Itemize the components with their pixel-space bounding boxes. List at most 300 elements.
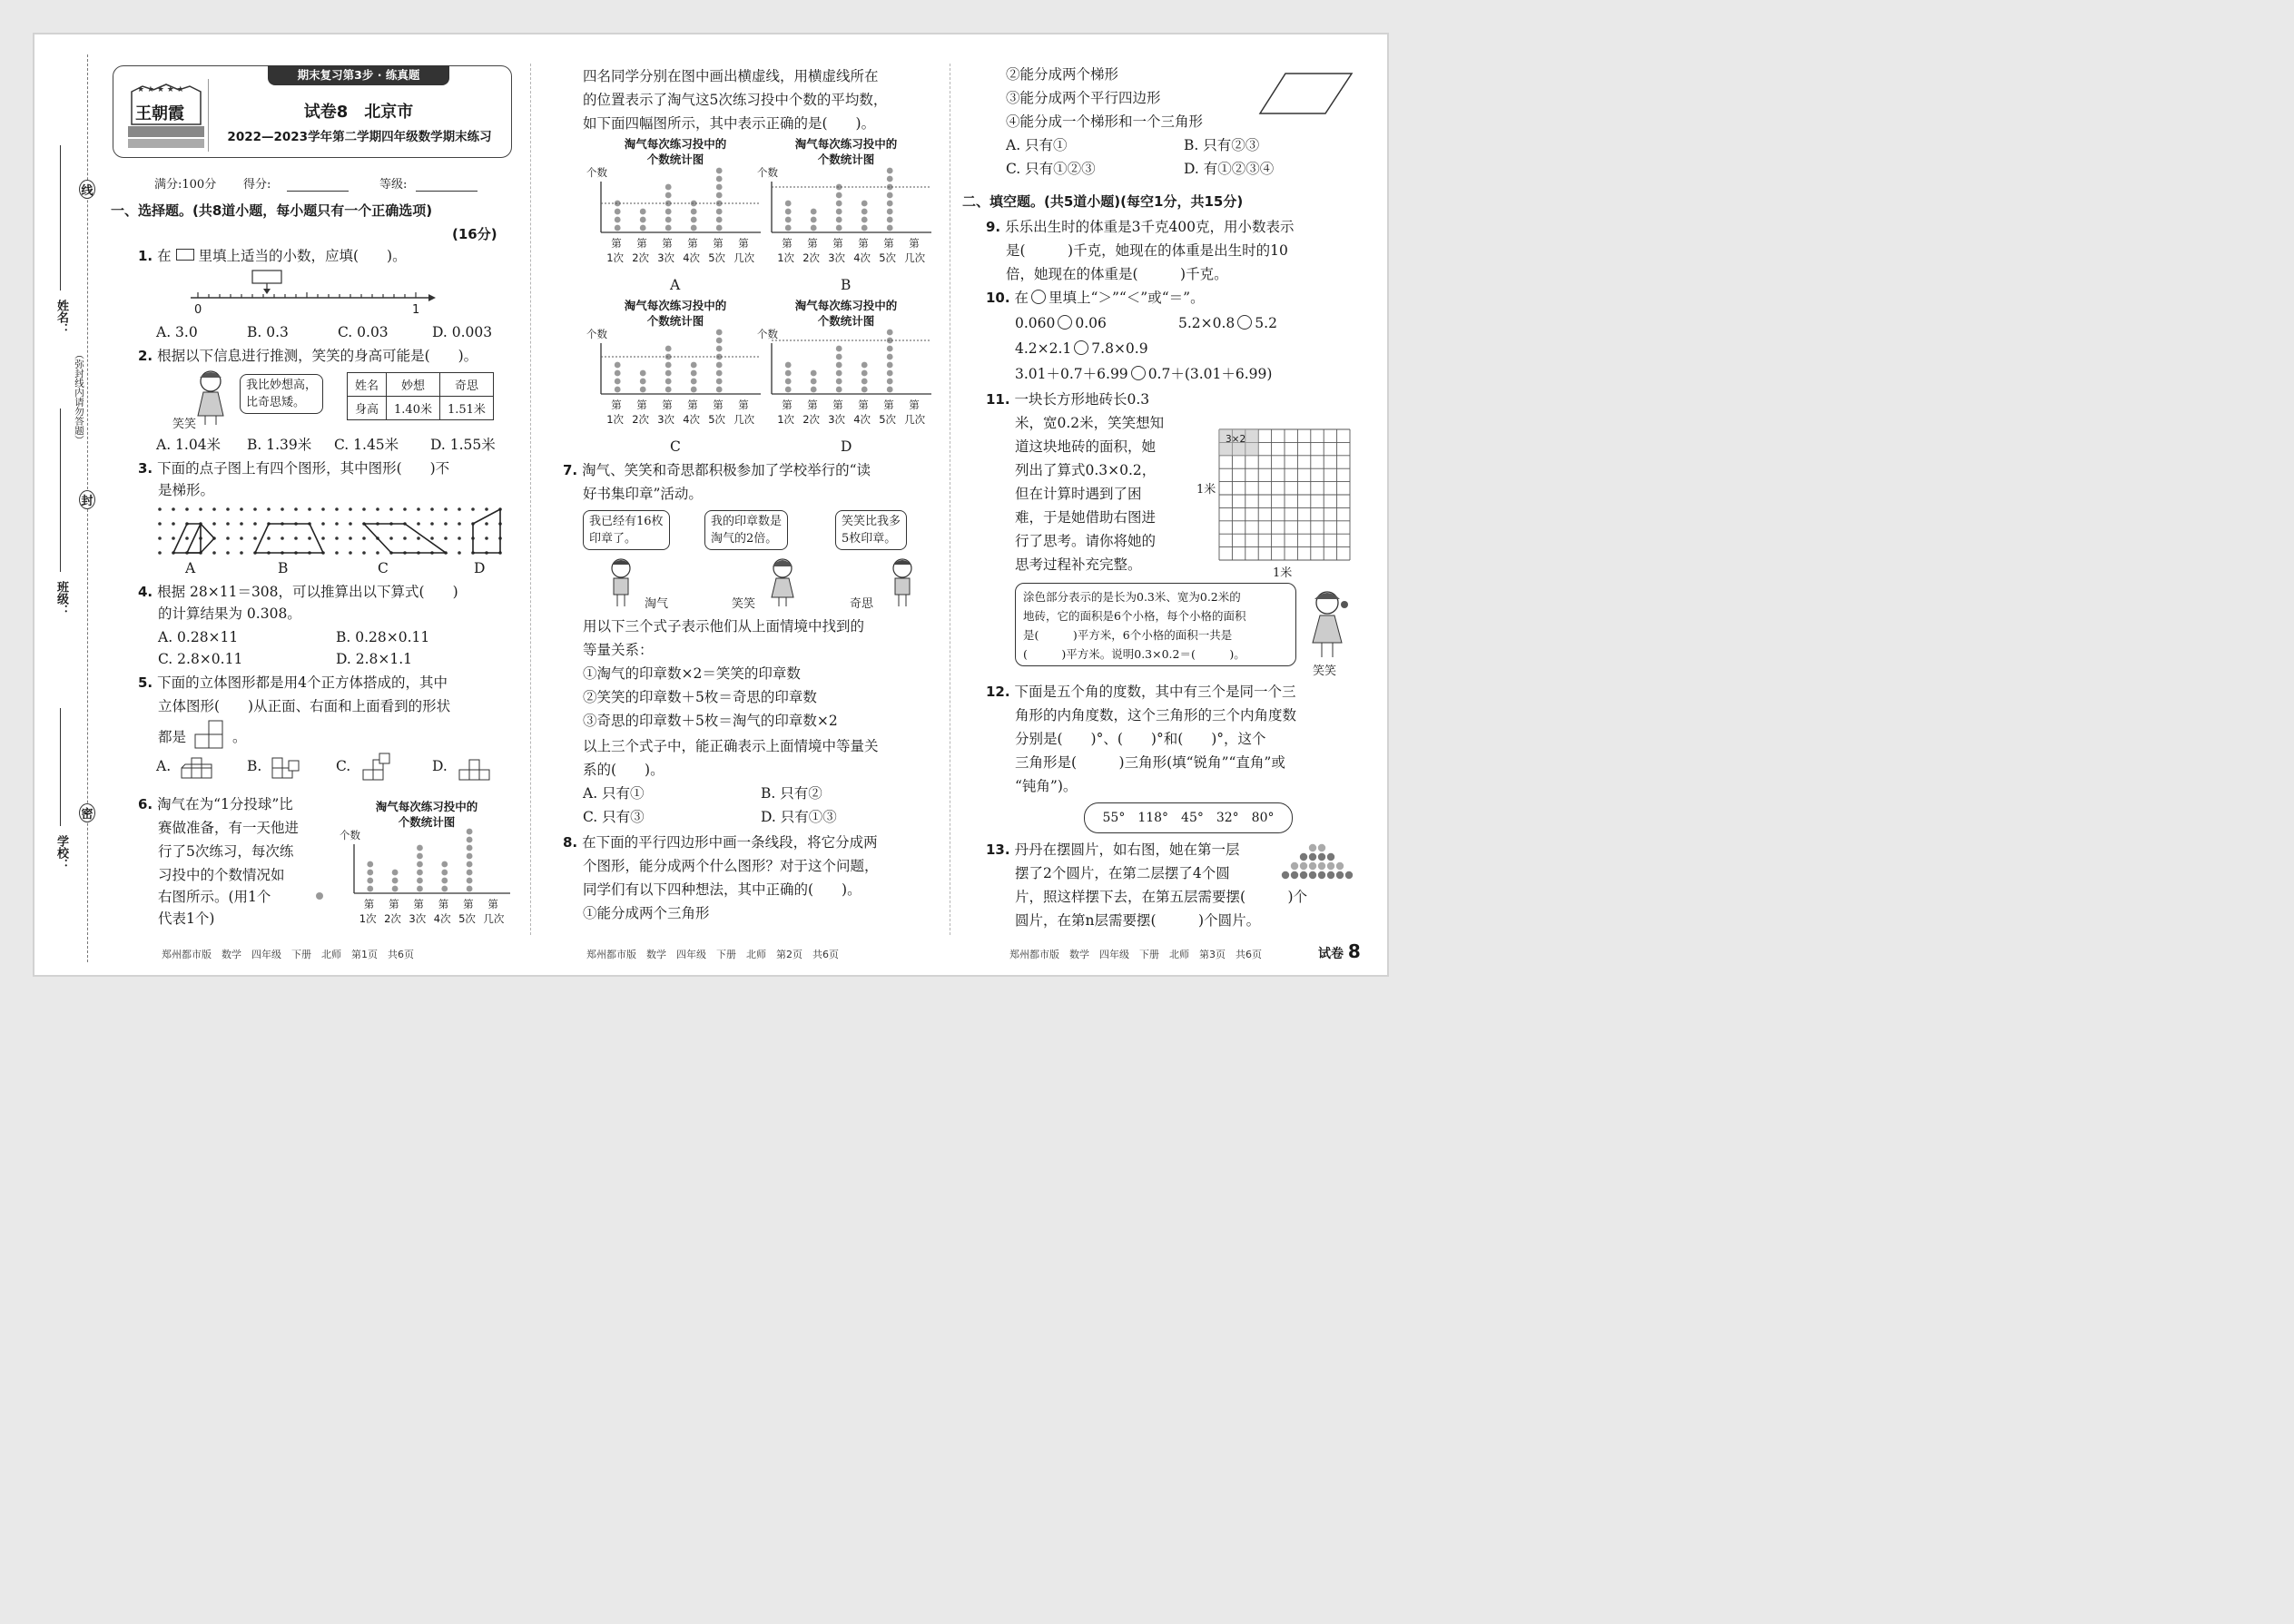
- chart-d-dot: [836, 346, 842, 352]
- chart-d-dot: [861, 387, 868, 393]
- chart-d-dot: [887, 379, 893, 385]
- chart-option-c[interactable]: [585, 298, 766, 434]
- chart-a-dot: [716, 225, 723, 231]
- grade-field[interactable]: [416, 191, 478, 192]
- disc-pyramid-icon: [1276, 842, 1358, 884]
- main-chart-dot: [417, 845, 423, 851]
- chart-b-dot: [887, 201, 893, 207]
- q8-idea-1: ①能分成两个三角形: [583, 905, 710, 921]
- q2-char-label: 笑笑: [172, 418, 197, 431]
- grid-label: 3×2: [1226, 434, 1246, 445]
- chart-option-b[interactable]: [755, 136, 937, 272]
- cube-figure-b-icon: [269, 752, 305, 784]
- char-qisi: 奇思: [850, 597, 874, 611]
- tick-1: 1: [412, 303, 420, 317]
- main-chart-xtick: 第: [389, 898, 399, 910]
- chart-c-dot: [691, 370, 697, 377]
- main-chart-dot: [467, 878, 473, 884]
- chart-c-dot: [640, 387, 646, 393]
- chart-a-dot: [716, 184, 723, 191]
- name-field[interactable]: [60, 145, 61, 290]
- chart-b-dot: [836, 209, 842, 215]
- main-chart-xtick: 第: [463, 898, 474, 910]
- chart-d-xtick: 第: [909, 399, 920, 411]
- main-chart-dot: [467, 861, 473, 868]
- q7-bubble-taoqi: 我已经有16枚 印章了。: [583, 510, 670, 550]
- chart-d-dot: [785, 370, 792, 377]
- q10-row-1: 0.060 0.06: [1015, 315, 1107, 331]
- q11-char-label: 笑笑: [1313, 664, 1337, 678]
- compare-circle-icon: [1031, 290, 1046, 304]
- chart-c-dot: [716, 387, 723, 393]
- q1-option-c[interactable]: C. 0.03: [338, 324, 389, 340]
- main-chart-dot: [367, 878, 373, 884]
- chart-b-xtick: 几次: [904, 251, 926, 264]
- chart-a-xtick: 4次: [683, 251, 701, 264]
- girl-xiaoxiao-icon: [1304, 588, 1354, 659]
- q5-option-c[interactable]: C.: [336, 758, 351, 774]
- girl-xiaoxiao-icon: [764, 557, 801, 608]
- chart-b-dot: [861, 209, 868, 215]
- chart-b-dot: [836, 201, 842, 207]
- q5-option-d[interactable]: D.: [432, 758, 448, 774]
- seal-feng: 封: [79, 490, 95, 509]
- chart-d-xtick: 第: [807, 399, 818, 411]
- main-chart-dot: [441, 886, 448, 892]
- q3-label-a[interactable]: A: [185, 560, 196, 576]
- chart-c-xtick: 第: [713, 399, 724, 411]
- main-chart-dot: [392, 878, 399, 884]
- chart-c-dot: [716, 379, 723, 385]
- q7-relation-2: ②笑笑的印章数＋5枚＝奇思的印章数: [583, 689, 817, 705]
- chart-d-dot: [836, 362, 842, 369]
- chart-b-xtick: 第: [909, 237, 920, 250]
- chart-d-xtick: 第: [832, 399, 843, 411]
- chart-d-xtick: 1次: [777, 413, 795, 426]
- chart-b-dot: [836, 192, 842, 199]
- char-xiaoxiao: 笑笑: [732, 597, 756, 611]
- q5-line-3: 都是: [158, 729, 187, 745]
- footer-page-3: 郑州都市版 数学 四年级 下册 北师 第3页 共6页: [1009, 949, 1262, 960]
- q1: 1. 在 里填上适当的小数，应填( )。: [138, 248, 407, 264]
- chart-d-dot: [887, 346, 893, 352]
- main-chart-title: 淘气每次练习投中的 个数统计图: [375, 800, 478, 829]
- chart-c-xtick: 第: [636, 399, 647, 411]
- chart-a-xtick: 第: [738, 237, 749, 250]
- chart-d-dot: [836, 379, 842, 385]
- main-chart-dot: [417, 878, 423, 884]
- chart-b-dot: [811, 209, 817, 215]
- chart-a-dot: [691, 217, 697, 223]
- chart-option-d[interactable]: [755, 298, 937, 434]
- chart-c-dot: [615, 362, 621, 369]
- main-chart-xtick: 第: [413, 898, 424, 910]
- main-chart-dot: [417, 861, 423, 868]
- footer-page-1: 郑州都市版 数学 四年级 下册 北师 第1页 共6页: [162, 949, 414, 960]
- chart-b-dot: [861, 217, 868, 223]
- q5-option-b[interactable]: B.: [247, 758, 262, 774]
- chart-b-dot: [887, 225, 893, 231]
- q3-line-2: 是梯形。: [158, 482, 215, 498]
- q6-line-1: 6. 淘气在为“1分投球”比: [138, 796, 293, 812]
- boy-taoqi-icon: [603, 557, 639, 608]
- chart-b-dot: [887, 168, 893, 174]
- chart-a-dot: [716, 192, 723, 199]
- chart-a-dot: [615, 209, 621, 215]
- chart-c-dot: [691, 387, 697, 393]
- dot-unit-icon: [316, 892, 323, 900]
- chart-c-xtick: 2次: [632, 413, 650, 426]
- chart-a-title: 淘气每次练习投中的 个数统计图: [624, 137, 727, 166]
- dot-grid: [156, 505, 507, 559]
- chart-b-title: 淘气每次练习投中的 个数统计图: [794, 137, 898, 166]
- chart-a-dot: [640, 217, 646, 223]
- main-chart-xtick: 第: [438, 898, 449, 910]
- q7-option-d[interactable]: D. 只有①③: [761, 809, 837, 825]
- q2-option-a[interactable]: A. 1.04米: [156, 437, 222, 453]
- chart-a-dot: [615, 217, 621, 223]
- main-chart-xtick: 第: [363, 898, 375, 910]
- angle-list: 55° 118° 45° 32° 80°: [1084, 802, 1293, 833]
- score-label: 得分:: [243, 178, 271, 192]
- q6-cont-line-3: 如下面四幅图所示，其中表示正确的是( )。: [583, 115, 876, 132]
- q10-row-1b: 5.2×0.8 5.2: [1178, 315, 1277, 331]
- q11-line-1: 11. 一块长方形地砖长0.3: [986, 391, 1150, 408]
- chart-b-dot: [887, 176, 893, 182]
- q2: 2. 根据以下信息进行推测，笑笑的身高可能是( )。: [138, 348, 478, 364]
- tick-0: 0: [194, 303, 202, 317]
- chart-b-dot: [785, 201, 792, 207]
- q7-bubble-xiaoxiao: 我的印章数是 淘气的2倍。: [704, 510, 788, 550]
- chart-a-dot: [716, 168, 723, 174]
- q10-prompt: 10. 在 里填上“＞”“＜”或“＝”。: [986, 290, 1205, 306]
- chart-label-c: C: [670, 438, 681, 455]
- main-chart-dot: [467, 853, 473, 860]
- grid-side-label: 1米: [1196, 483, 1216, 497]
- chart-d-dot: [887, 362, 893, 369]
- chart-c-xtick: 第: [662, 399, 673, 411]
- exam-tag: 试卷 8: [1318, 940, 1361, 962]
- section-1-points: (16分): [452, 226, 497, 242]
- chart-d-dot: [861, 370, 868, 377]
- chart-a-xtick: 第: [611, 237, 622, 250]
- chart-d-xtick: 3次: [828, 413, 846, 426]
- chart-d-xtick: 5次: [879, 413, 897, 426]
- q3-line-1: 3. 下面的点子图上有四个图形，其中图形( )不: [138, 460, 450, 477]
- chart-d-dot: [811, 387, 817, 393]
- chart-a-dot: [691, 209, 697, 215]
- header-panel: [113, 65, 512, 158]
- main-chart-xtick: 1次: [359, 912, 377, 925]
- q9-line-1: 9. 乐乐出生时的体重是3千克400克，用小数表示: [986, 219, 1295, 235]
- chart-c-dot: [615, 370, 621, 377]
- chart-b-dot: [811, 225, 817, 231]
- chart-c-dot: [716, 346, 723, 352]
- q1-option-a[interactable]: A. 3.0: [156, 324, 198, 340]
- chart-label-d: D: [841, 438, 852, 455]
- q6-cont-line-2: 的位置表示了淘气这5次练习投中个数的平均数，: [583, 92, 888, 108]
- q5-line-2: 立体图形( )从正面、右面和上面看到的形状: [158, 698, 451, 714]
- chart-a-dot: [665, 225, 672, 231]
- chart-d-xtick: 4次: [853, 413, 871, 426]
- chart-a-dot: [640, 225, 646, 231]
- chart-d-dot: [887, 354, 893, 360]
- chart-d-xtick: 第: [883, 399, 894, 411]
- main-chart-dot: [367, 861, 373, 868]
- chart-a-xtick: 几次: [733, 251, 755, 264]
- q7-relation-1: ①淘气的印章数×2＝笑笑的印章数: [583, 665, 801, 682]
- logo-text: 王朝霞: [135, 104, 184, 123]
- class-field[interactable]: [60, 408, 61, 572]
- q4-option-a[interactable]: A. 0.28×11: [158, 629, 239, 645]
- q8-idea-2: ②能分成两个梯形: [1006, 66, 1119, 83]
- q8-option-b[interactable]: B. 只有②③: [1184, 137, 1260, 153]
- chart-b-xtick: 第: [883, 237, 894, 250]
- chart-b-dot: [887, 209, 893, 215]
- q2-option-c[interactable]: C. 1.45米: [334, 437, 399, 453]
- q1-number: 1.: [138, 248, 153, 264]
- chart-d-dot: [785, 387, 792, 393]
- chart-c-dot: [640, 379, 646, 385]
- chart-c-xtick: 4次: [683, 413, 701, 426]
- chart-b-xtick: 第: [782, 237, 793, 250]
- score-field[interactable]: [287, 191, 349, 192]
- chart-a-xtick: 1次: [606, 251, 625, 264]
- main-chart-dot: [467, 886, 473, 892]
- chart-d-dot: [887, 330, 893, 336]
- chart-c-dot: [640, 370, 646, 377]
- chart-a-xtick: 5次: [708, 251, 726, 264]
- chart-a-dot: [716, 217, 723, 223]
- q4-option-d[interactable]: D. 2.8×1.1: [336, 651, 413, 667]
- chart-d-dot: [861, 362, 868, 369]
- chart-label-b: B: [841, 277, 852, 293]
- q8-option-d[interactable]: D. 有①②③④: [1184, 161, 1275, 177]
- char-taoqi: 淘气: [645, 597, 669, 611]
- q2-speech-bubble: 我比妙想高， 比奇思矮。: [240, 374, 323, 414]
- chart-b-xtick: 2次: [802, 251, 821, 264]
- chart-c-dot: [691, 362, 697, 369]
- chart-b-dot: [811, 217, 817, 223]
- chart-d-dot: [785, 379, 792, 385]
- q4-option-b[interactable]: B. 0.28×0.11: [336, 629, 430, 645]
- q11-reasoning-box: 涂色部分表示的是长为0.3米、宽为0.2米的 地砖，它的面积是6个小格，每个小格的面积 是( )平方米，6个小格的面积一共是 ( )平方米。说明0.3×0.2＝( )。: [1015, 583, 1296, 666]
- cube-figure-a-icon: [178, 752, 214, 784]
- chart-c-dot: [665, 362, 672, 369]
- chart-c-dot: [716, 370, 723, 377]
- main-chart-dot: [467, 845, 473, 851]
- q2-option-b[interactable]: B. 1.39米: [247, 437, 312, 453]
- chart-b-dot: [785, 217, 792, 223]
- chart-a-dot: [716, 209, 723, 215]
- number-line: [191, 269, 436, 323]
- main-chart-xtick: 4次: [433, 912, 451, 925]
- chart-d-xtick: 几次: [904, 413, 926, 426]
- seal-mi: 密: [79, 803, 95, 822]
- chart-b-xtick: 第: [807, 237, 818, 250]
- chart-c-xtick: 第: [611, 399, 622, 411]
- answer-circle[interactable]: [1058, 315, 1072, 330]
- chart-c-dot: [716, 362, 723, 369]
- chart-a-dot: [615, 225, 621, 231]
- logo-emblem: [124, 79, 208, 152]
- footer-page-2: 郑州都市版 数学 四年级 下册 北师 第2页 共6页: [586, 949, 839, 960]
- q8-line-1: 8. 在下面的平行四边形中画一条线段，将它分成两: [563, 834, 878, 851]
- chart-d-dot: [836, 370, 842, 377]
- chart-b-dot: [887, 192, 893, 199]
- bar-chart-main: [338, 799, 516, 933]
- chart-a-xtick: 第: [662, 237, 673, 250]
- chart-c-xtick: 几次: [733, 413, 755, 426]
- chart-c-dot: [665, 370, 672, 377]
- chart-d-dot: [861, 379, 868, 385]
- main-chart-xtick: 5次: [458, 912, 476, 925]
- exam-subtitle: 2022—2023学年第二学期四年级数学期末练习: [227, 130, 492, 144]
- chart-a-xtick: 3次: [657, 251, 675, 264]
- main-chart-dot: [441, 870, 448, 876]
- chart-b-ylabel: 个数: [757, 166, 778, 179]
- blank-box-icon: [176, 249, 194, 261]
- q10-row-3: 3.01＋0.7＋6.99 0.7＋(3.01＋6.99): [1015, 366, 1273, 382]
- q13-line-1: 13. 丹丹在摆圆片，如右图，她在第一层: [986, 842, 1240, 858]
- chart-b-xtick: 5次: [879, 251, 897, 264]
- main-chart-dot: [441, 861, 448, 868]
- q8-idea-3: ③能分成两个平行四边形: [1006, 90, 1161, 106]
- chart-label-a: A: [670, 277, 681, 293]
- chart-c-dot: [615, 379, 621, 385]
- main-chart-dot: [367, 870, 373, 876]
- chart-d-dot: [887, 370, 893, 377]
- main-chart-xtick: 第: [487, 898, 498, 910]
- q1-option-b[interactable]: B. 0.3: [247, 324, 289, 340]
- chart-c-ylabel: 个数: [586, 328, 607, 340]
- chart-c-dot: [665, 387, 672, 393]
- main-chart-dot: [392, 870, 399, 876]
- chart-b-xtick: 第: [832, 237, 843, 250]
- q5-option-a[interactable]: A.: [156, 758, 172, 774]
- q7-option-a[interactable]: A. 只有①: [583, 785, 645, 802]
- answer-circle[interactable]: [1237, 315, 1252, 330]
- chart-a-dot: [640, 209, 646, 215]
- school-field[interactable]: [60, 708, 61, 826]
- q12-line-1: 12. 下面是五个角的度数，其中有三个是同一个三: [986, 684, 1296, 700]
- chart-b-dot: [861, 201, 868, 207]
- q3-label-c[interactable]: C: [378, 560, 389, 576]
- grade-label: 等级:: [379, 178, 408, 192]
- chart-d-xtick: 2次: [802, 413, 821, 426]
- seal-xian: 线: [79, 180, 95, 199]
- chart-a-ylabel: 个数: [586, 166, 607, 179]
- q3-label-b[interactable]: B: [278, 560, 289, 576]
- chart-c-dot: [691, 379, 697, 385]
- boy-qisi-icon: [884, 557, 921, 608]
- q2-option-d[interactable]: D. 1.55米: [430, 437, 496, 453]
- q4-line-1: 4. 根据 28×11＝308，可以推算出以下算式( ): [138, 584, 458, 600]
- chart-b-xtick: 4次: [853, 251, 871, 264]
- q10-row-2: 4.2×2.1 7.8×0.9: [1015, 340, 1148, 357]
- step-badge: 期末复习第3步 · 练真题: [268, 65, 449, 85]
- chart-a-dot: [716, 176, 723, 182]
- q1-option-d[interactable]: D. 0.003: [432, 324, 493, 340]
- chart-option-a[interactable]: [585, 136, 766, 272]
- main-chart-ylabel: 个数: [340, 829, 360, 842]
- q4-option-c[interactable]: C. 2.8×0.11: [158, 651, 243, 667]
- q8-option-a[interactable]: A. 只有①: [1006, 137, 1068, 153]
- answer-circle[interactable]: [1131, 366, 1146, 380]
- chart-b-dot: [836, 225, 842, 231]
- q7-relation-3: ③奇思的印章数＋5枚＝淘气的印章数×2: [583, 713, 838, 729]
- chart-a-dot: [665, 217, 672, 223]
- class-label: 班级：: [54, 581, 68, 616]
- chart-d-dot: [785, 362, 792, 369]
- answer-circle[interactable]: [1074, 340, 1088, 355]
- chart-c-xtick: 第: [738, 399, 749, 411]
- chart-c-dot: [665, 379, 672, 385]
- svg-text:★ ★ ★ ★ ★: ★ ★ ★ ★ ★: [137, 85, 184, 94]
- parallelogram-icon: [1258, 71, 1354, 116]
- chart-d-xtick: 第: [782, 399, 793, 411]
- main-chart-xtick: 2次: [384, 912, 401, 925]
- chart-b-xtick: 1次: [777, 251, 795, 264]
- unit-square-grid: [1218, 428, 1351, 561]
- divider-1: [530, 64, 531, 935]
- grid-bottom-label: 1米: [1273, 566, 1293, 580]
- q4-line-2: 的计算结果为 0.308。: [158, 605, 301, 622]
- main-chart-dot: [467, 829, 473, 835]
- chart-c-dot: [716, 330, 723, 336]
- chart-d-dot: [836, 354, 842, 360]
- main-chart-dot: [467, 837, 473, 843]
- chart-a-xtick: 第: [687, 237, 698, 250]
- q2-height-table: 姓名 妙想 奇思 身高 1.40米 1.51米: [347, 372, 494, 420]
- q8-option-c[interactable]: C. 只有①②③: [1006, 161, 1096, 177]
- chart-a-dot: [691, 225, 697, 231]
- main-chart-dot: [417, 853, 423, 860]
- main-chart-dot: [417, 886, 423, 892]
- main-chart-dot: [441, 878, 448, 884]
- full-score: 满分:100分: [154, 178, 217, 192]
- chart-a-xtick: 2次: [632, 251, 650, 264]
- q7-option-b[interactable]: B. 只有②: [761, 785, 822, 802]
- chart-c-xtick: 5次: [708, 413, 726, 426]
- exam-title: 试卷8 北京市: [303, 103, 414, 122]
- name-label: 姓名：: [54, 300, 68, 335]
- chart-d-ylabel: 个数: [757, 328, 778, 340]
- chart-c-xtick: 3次: [657, 413, 675, 426]
- chart-b-xtick: 第: [858, 237, 869, 250]
- chart-b-dot: [836, 217, 842, 223]
- main-chart-dot: [367, 886, 373, 892]
- main-chart-xtick: 3次: [409, 912, 427, 925]
- q5-line-1: 5. 下面的立体图形都是用4个正方体搭成的，其中: [138, 674, 448, 691]
- section-1-title: 一、选择题。(共8道小题，每小题只有一个正确选项): [111, 202, 433, 219]
- chart-a-xtick: 第: [713, 237, 724, 250]
- school-label: 学校：: [54, 835, 68, 871]
- chart-d-dot: [836, 387, 842, 393]
- chart-b-dot: [887, 217, 893, 223]
- chart-a-dot: [665, 192, 672, 199]
- q7-bubble-qisi: 笑笑比我多 5枚印章。: [835, 510, 907, 550]
- chart-c-dot: [665, 346, 672, 352]
- q7-line-1: 7. 淘气、笑笑和奇思都积极参加了学校举行的“读: [563, 462, 871, 478]
- q7-option-c[interactable]: C. 只有③: [583, 809, 645, 825]
- chart-d-dot: [887, 387, 893, 393]
- chart-b-dot: [785, 209, 792, 215]
- main-chart-xtick: 几次: [483, 912, 505, 925]
- chart-d-dot: [811, 370, 817, 377]
- chart-b-xtick: 3次: [828, 251, 846, 264]
- q3-label-d[interactable]: D: [474, 560, 486, 576]
